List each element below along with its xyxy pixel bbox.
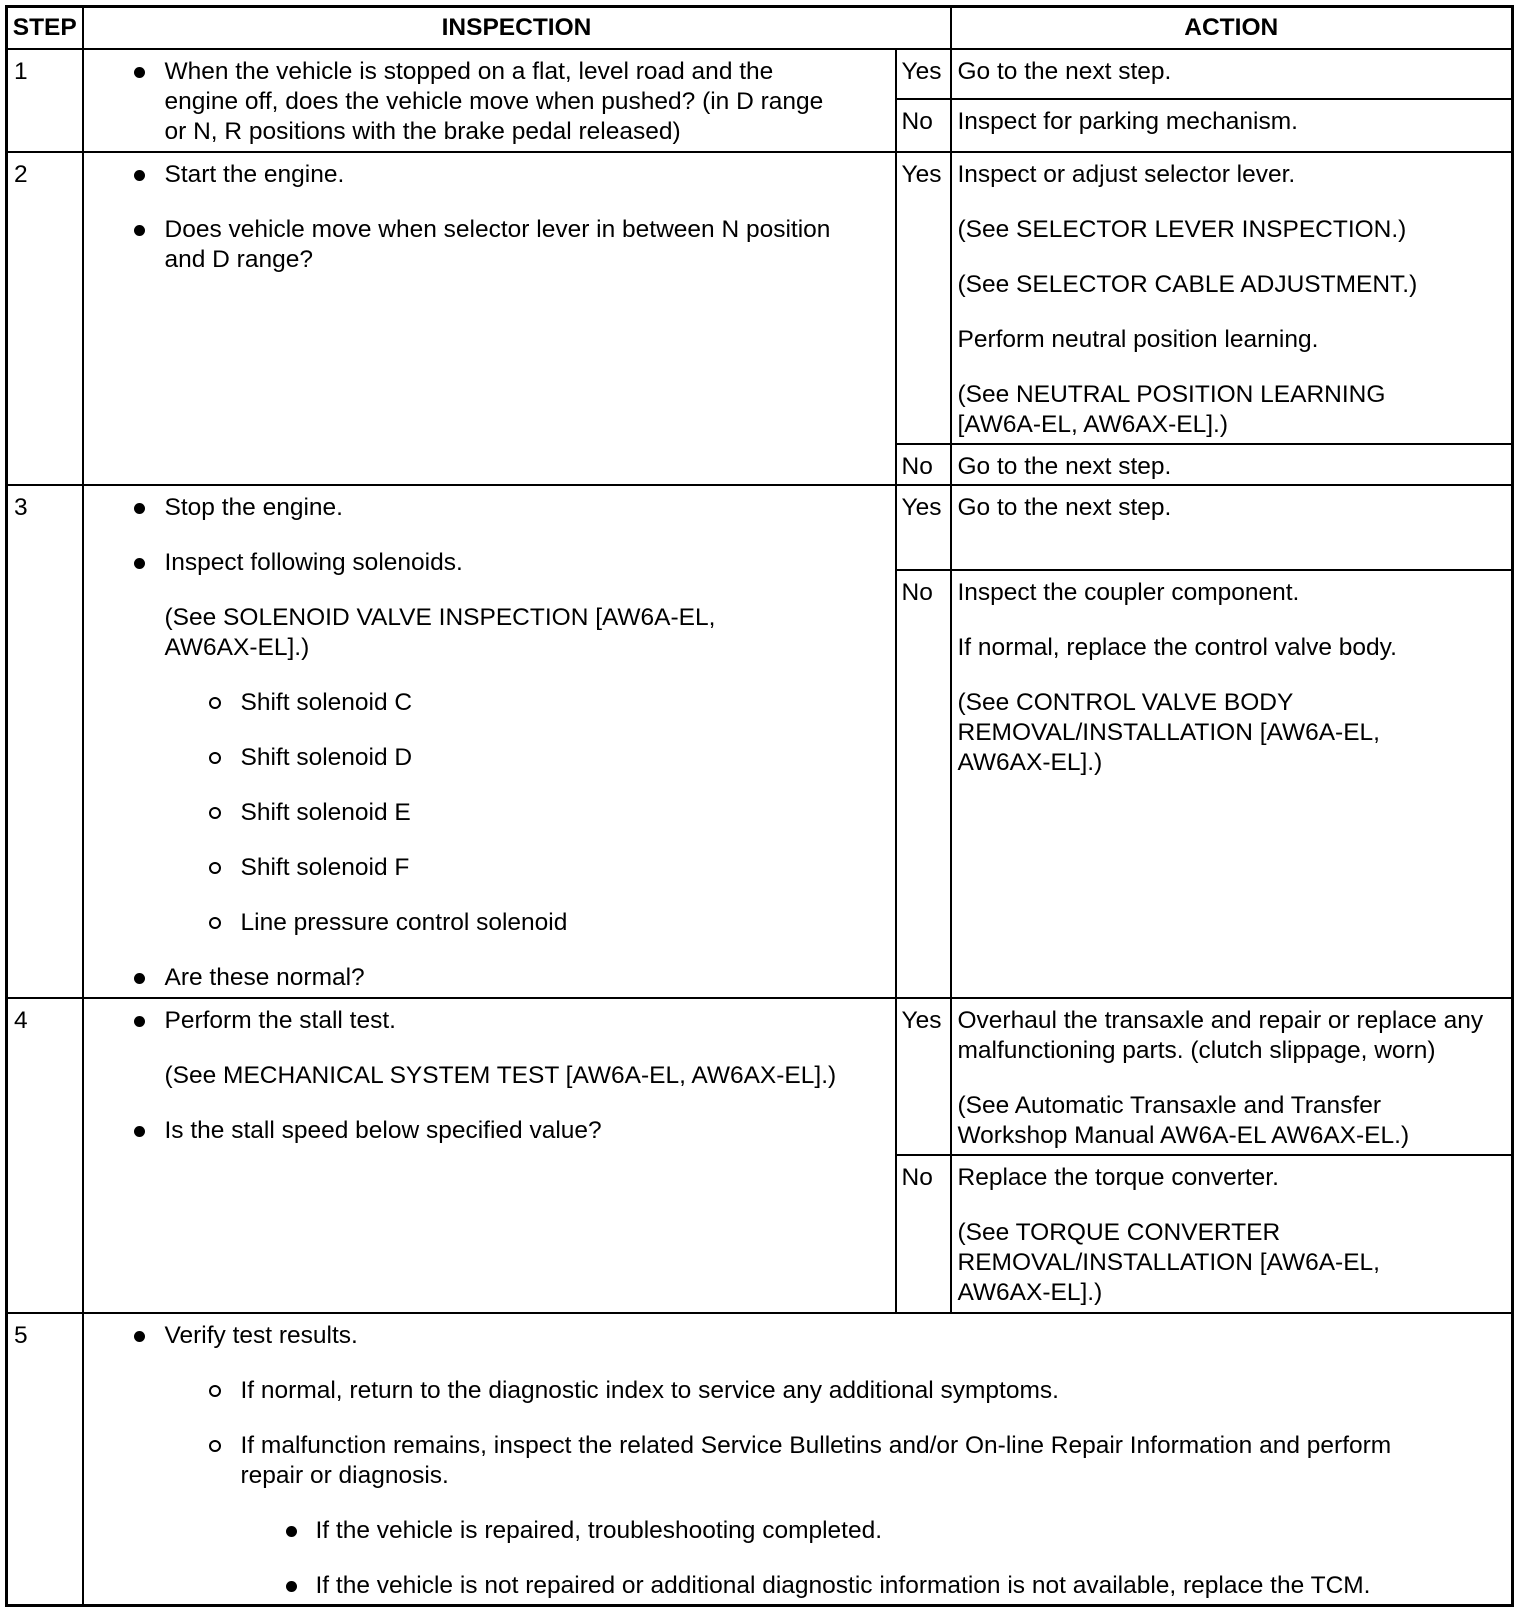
step-number: 4 [7,998,83,1313]
header-row [7,7,1513,49]
no-label: No [896,444,951,485]
inspection-text: Are these normal? [164,963,365,991]
action-cell [951,49,1513,99]
step-number: 2 [7,152,83,485]
action-cell [951,1155,1513,1313]
bullet-dot-icon [134,1126,145,1137]
action-cell [951,99,1513,152]
inspection-cell [83,1313,1513,1606]
yes-label: Yes [896,485,951,570]
action-item: (See TORQUE CONVERTER REMOVAL/INSTALLATION [AW6A-EL, AW6AX-EL].) [957,1218,1380,1306]
action-item: (See Automatic Transaxle and Transfer Workshop Manual AW6A-EL AW6AX-EL.) [957,1091,1410,1149]
inspection-subitem [84,908,895,938]
action-item: Replace the torque converter. [957,1163,1279,1191]
action-cell [951,152,1513,444]
inspection-text: Does vehicle move when selector lever in between N position and D range? [164,215,831,273]
bullet-circle-icon [209,697,221,709]
inspection-cell [83,485,896,998]
inspection-text: Perform the stall test. [164,1006,396,1034]
inspection-cell [83,998,896,1313]
inspection-text: If the vehicle is not repaired or additional diagnostic information is not available, replace the TCM. [315,1571,1371,1599]
inspection-text: If the vehicle is repaired, troubleshooting completed. [315,1516,883,1544]
inspection-text: Is the stall speed below specified value? [164,1116,602,1144]
inspection-item [84,548,895,578]
inspection-subitem [84,688,895,718]
bullet-dot-icon [286,1581,297,1592]
bullet-dot-icon [134,170,145,181]
table-row [7,1313,1513,1606]
bullet-circle-icon [209,862,221,874]
action-item: (See SELECTOR LEVER INSPECTION.) [957,215,1407,243]
action-cell [951,570,1513,998]
inspection-item [84,963,895,993]
inspection-text: Start the engine. [164,160,345,188]
bullet-circle-icon [209,807,221,819]
inspection-text: Line pressure control solenoid [240,908,568,936]
bullet-dot-icon [134,67,145,78]
action-item: Perform neutral position learning. [957,325,1319,353]
bullet-dot-icon [134,558,145,569]
inspection-text: Shift solenoid D [240,743,413,771]
action-item: (See NEUTRAL POSITION LEARNING [AW6A-EL, AW6AX-EL].) [957,380,1386,438]
inspection-text: (See MECHANICAL SYSTEM TEST [AW6A-EL, AW6AX-EL].) [164,1061,837,1089]
bullet-dot-icon [134,503,145,514]
action-cell [951,998,1513,1155]
inspection-text: If malfunction remains, inspect the related Service Bulletins and/or On-line Repair Information and perform repair or diagnosis. [240,1431,1392,1489]
header-action: ACTION [951,7,1513,49]
inspection-item [84,1321,1512,1351]
bullet-circle-icon [209,917,221,929]
table-row [7,49,1513,99]
inspection-subitem [84,798,895,828]
yes-label: Yes [896,49,951,99]
action-item: (See CONTROL VALVE BODY REMOVAL/INSTALLATION [AW6A-EL, AW6AX-EL].) [957,688,1380,776]
inspection-text: Shift solenoid C [240,688,413,716]
bullet-circle-icon [209,1440,221,1452]
inspection-text: Verify test results. [164,1321,358,1349]
inspection-item [84,1116,895,1146]
step-number: 5 [7,1313,83,1606]
inspection-text: If normal, return to the diagnostic index to service any additional symptoms. [240,1376,1059,1404]
bullet-dot-icon [134,1331,145,1342]
inspection-text: Shift solenoid E [240,798,411,826]
inspection-item [84,57,895,147]
inspection-reference [84,1061,895,1091]
inspection-text: Shift solenoid F [240,853,410,881]
inspection-subitem [84,1376,1512,1406]
inspection-item [84,1006,895,1036]
inspection-text: When the vehicle is stopped on a flat, level road and the engine off, does the vehicle move when pushed? (in D range or N, R positions with the brake pedal released) [164,57,824,145]
inspection-reference [84,603,895,663]
step-number: 3 [7,485,83,998]
no-label: No [896,99,951,152]
action-item: Go to the next step. [957,57,1172,85]
table-row [7,998,1513,1155]
bullet-dot-icon [134,973,145,984]
action-item: Inspect or adjust selector lever. [957,160,1296,188]
inspection-text: Stop the engine. [164,493,343,521]
action-item: Inspect for parking mechanism. [957,107,1298,135]
header-inspection: INSPECTION [83,7,951,49]
bullet-dot-icon [286,1526,297,1537]
action-item: Go to the next step. [957,493,1172,521]
action-cell [951,444,1513,485]
yes-label: Yes [896,152,951,444]
no-label: No [896,1155,951,1313]
action-item: (See SELECTOR CABLE ADJUSTMENT.) [957,270,1418,298]
action-cell [951,485,1513,570]
inspection-item [84,493,895,523]
action-item: Go to the next step. [957,452,1172,480]
action-item: Overhaul the transaxle and repair or replace any malfunctioning parts. (clutch slippage, worn) [957,1006,1484,1064]
inspection-subitem [84,743,895,773]
header-step: STEP [7,7,83,49]
inspection-text: Inspect following solenoids. [164,548,463,576]
inspection-subitem [84,1431,1512,1491]
inspection-subsubitem [84,1571,1512,1601]
table-row [7,485,1513,570]
action-item: If normal, replace the control valve body. [957,633,1397,661]
inspection-cell [83,49,896,152]
bullet-dot-icon [134,1016,145,1027]
bullet-circle-icon [209,752,221,764]
yes-label: Yes [896,998,951,1155]
inspection-item [84,160,895,190]
action-item: Inspect the coupler component. [957,578,1300,606]
no-label: No [896,570,951,998]
inspection-item [84,215,895,275]
bullet-circle-icon [209,1385,221,1397]
step-number: 1 [7,49,83,152]
inspection-subitem [84,853,895,883]
inspection-subsubitem [84,1516,1512,1546]
table-row [7,152,1513,444]
troubleshooting-table [5,5,1514,1607]
inspection-cell [83,152,896,485]
bullet-dot-icon [134,225,145,236]
inspection-text: (See SOLENOID VALVE INSPECTION [AW6A-EL, AW6AX-EL].) [164,603,716,661]
